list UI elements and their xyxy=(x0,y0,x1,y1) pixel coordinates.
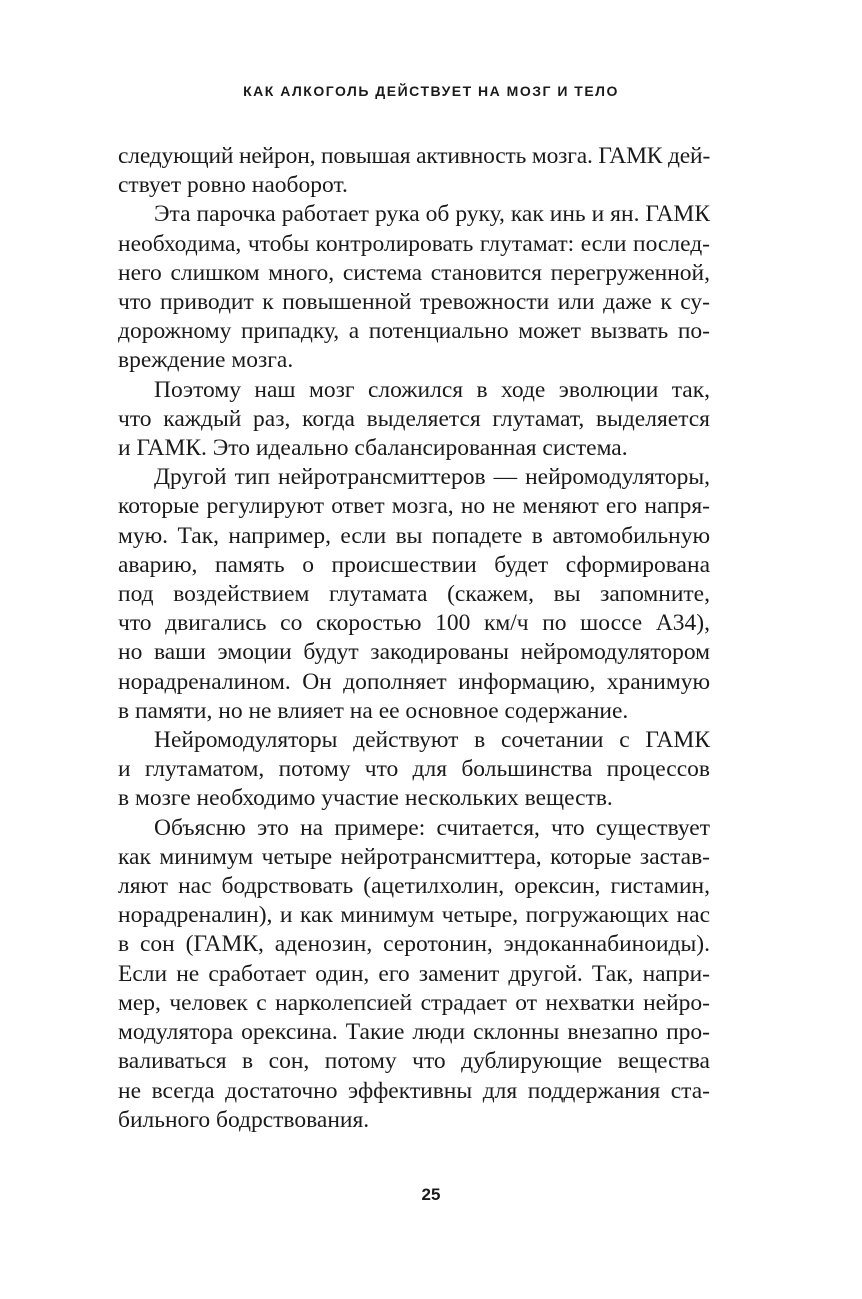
text-line: необходима, чтобы контролировать глутамат: если послед- xyxy=(118,230,710,257)
text-line: что приводит к повышенной тревожности или даже к су- xyxy=(118,289,710,316)
text-line-content: Поэтому наш мозг сложился в ходе эволюции так, xyxy=(154,376,710,403)
text-line: ляют нас бодрствовать (ацетилхолин, орексин, гистамин, xyxy=(118,873,710,900)
text-line: вреждение мозга. xyxy=(118,347,294,374)
text-line: мер, человек с нарколепсией страдает от нехватки нейро- xyxy=(118,989,710,1016)
text-line: норадреналин), и как минимум четыре, погружающих нас xyxy=(118,902,710,929)
text-line xyxy=(118,463,710,492)
text-line-content: Другой тип нейротрансмиттеров — нейромодуляторы, xyxy=(154,464,710,491)
text-line: него слишком много, система становится перегруженной, xyxy=(118,259,710,286)
text-line-content: Нейромодуляторы действуют в сочетании с ГАМК xyxy=(154,727,710,754)
text-line: как минимум четыре нейротрансмиттера, которые застав- xyxy=(118,843,710,870)
text-line: модулятора орексина. Такие люди склонны внезапно про- xyxy=(118,1019,710,1046)
body-text xyxy=(118,142,710,1135)
text-line xyxy=(118,376,710,405)
text-line: но ваши эмоции будут закодированы нейромодулятором xyxy=(118,639,710,666)
text-line-content: Эта парочка работает рука об руку, как инь и ян. ГАМК xyxy=(154,201,710,228)
paragraph-2 xyxy=(118,200,710,375)
text-line: что двигались со скоростью 100 км/ч по шоссе А34), xyxy=(118,610,710,637)
text-line: дорожному припадку, а потенциально может вызвать по- xyxy=(118,318,710,345)
page-number: 25 xyxy=(421,1185,441,1204)
text-line: что каждый раз, когда выделяется глутамат, выделяется xyxy=(118,405,710,432)
text-line-content: Объясню это на примере: считается, что существует xyxy=(154,814,710,841)
text-line: бильного бодрствования. xyxy=(118,1106,370,1133)
text-line: и глутаматом, потому что для большинства процессов xyxy=(118,756,710,783)
paragraph-1 xyxy=(118,142,710,200)
text-line: мую. Так, например, если вы попадете в автомобильную xyxy=(118,522,710,549)
paragraph-3 xyxy=(118,376,710,464)
text-line: валиваться в сон, потому что дублирующие вещества xyxy=(118,1048,710,1075)
text-line: в мозге необходимо участие нескольких веществ. xyxy=(118,785,613,812)
text-line xyxy=(118,200,710,229)
text-line: аварию, память о происшествии будет сформирована xyxy=(118,551,710,578)
paragraph-4 xyxy=(118,463,710,726)
paragraph-6 xyxy=(118,814,710,1135)
text-line: в сон (ГАМК, аденозин, серотонин, эндоканнабиноиды). xyxy=(118,931,710,958)
text-line: Если не сработает один, его заменит другой. Так, напри- xyxy=(118,960,710,987)
running-head: КАК АЛКОГОЛЬ ДЕЙСТВУЕТ НА МОЗГ И ТЕЛО xyxy=(243,83,619,99)
text-line: и ГАМК. Это идеально сбалансированная система. xyxy=(118,435,628,462)
text-line: норадреналином. Он дополняет информацию, хранимую xyxy=(118,668,710,695)
text-line: под воздействием глутамата (скажем, вы запомните, xyxy=(118,581,710,608)
text-line xyxy=(118,814,710,843)
text-line: в памяти, но не влияет на ее основное содержание. xyxy=(118,697,629,724)
text-line xyxy=(118,726,710,755)
paragraph-5 xyxy=(118,726,710,814)
text-line: которые регулируют ответ мозга, но не меняют его напря- xyxy=(118,493,710,520)
text-line: не всегда достаточно эффективны для поддержания ста- xyxy=(118,1077,710,1104)
text-line: ствует ровно наоборот. xyxy=(118,172,348,199)
text-line: следующий нейрон, повышая активность мозга. ГАМК дей- xyxy=(118,143,711,169)
